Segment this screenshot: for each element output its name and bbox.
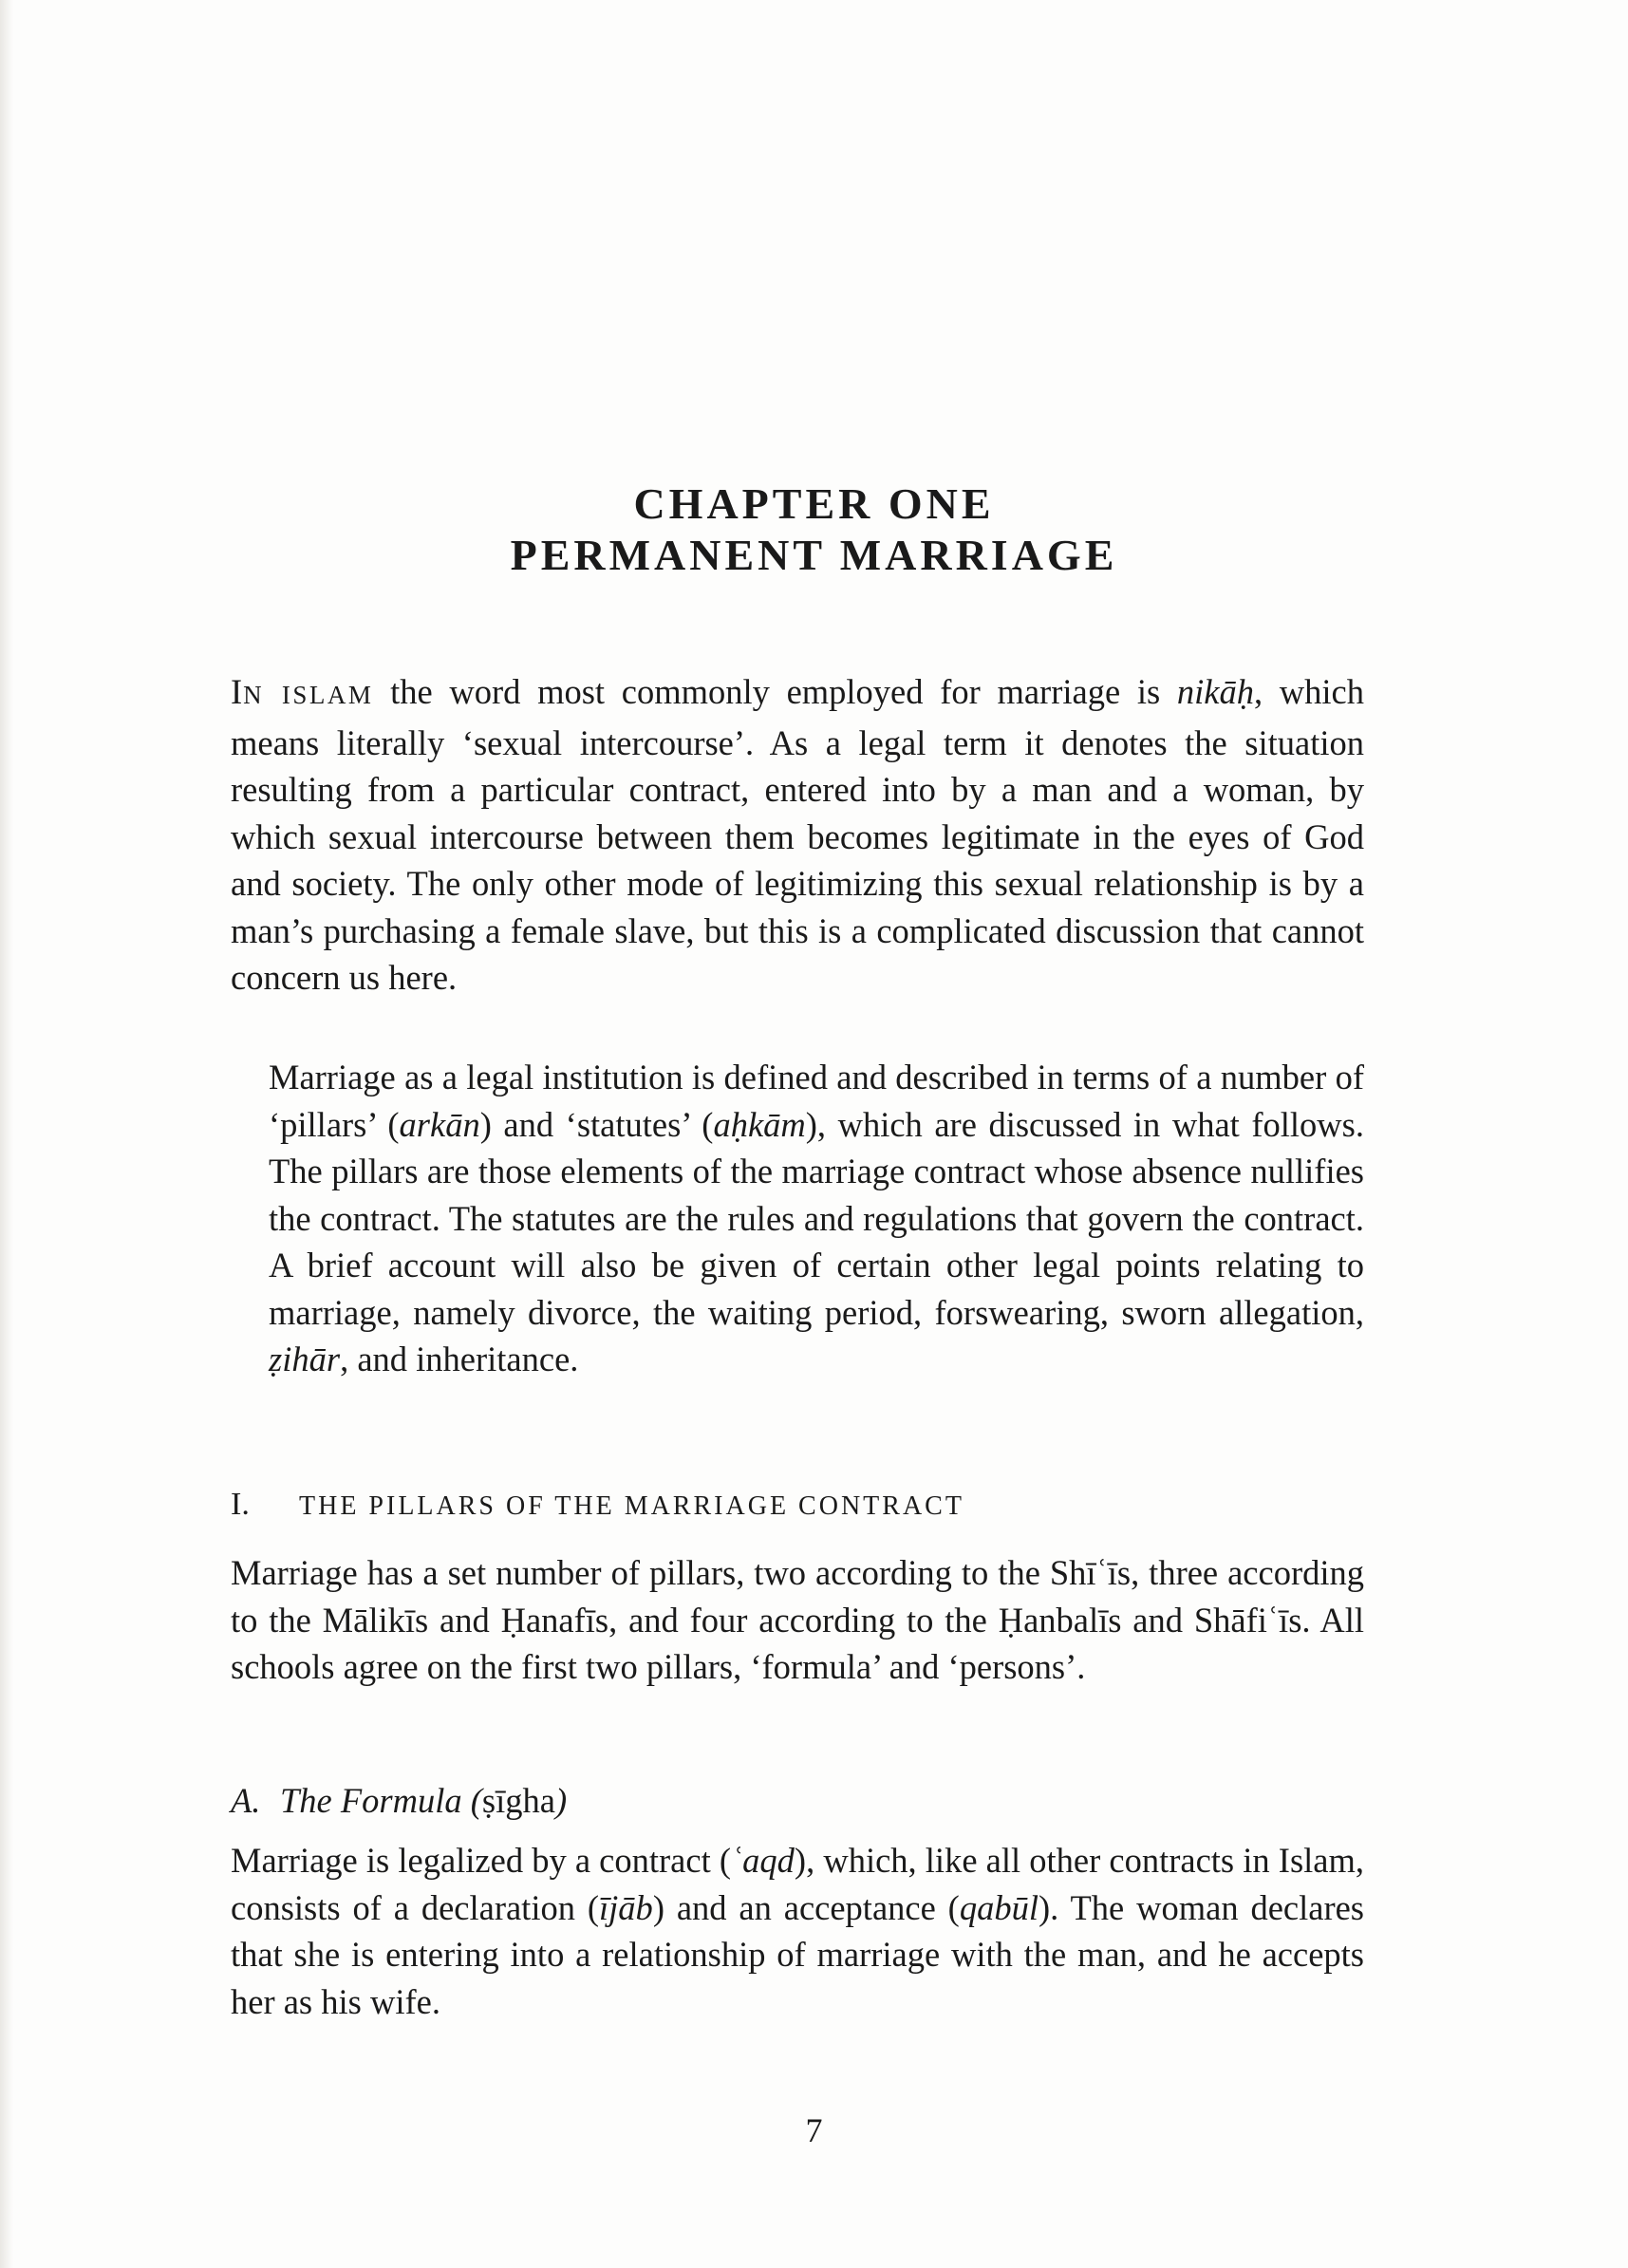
lead-initial: I	[231, 672, 244, 711]
p2-text-4: , and inheritance.	[340, 1340, 579, 1378]
section-number: I.	[231, 1487, 250, 1522]
intro-text-2: , which means literally ‘sexual intercourse’. As a legal term it denotes the situation resulting from a particular contract, entered into by a man and a woman, by which sexual intercourse between them becomes legitimate in the eyes of God and society. The only other mode of legitimizing this sexual relationship is by a man’s purchasing a female slave, but this is a complicated discussion that cannot concern us here.	[231, 672, 1365, 997]
subsection-letter: A.	[231, 1781, 261, 1820]
term-qabul: qabūl	[959, 1887, 1039, 1927]
chapter-title: PERMANENT MARRIAGE	[510, 531, 1118, 579]
term-sigha: ṣīgha	[481, 1781, 555, 1820]
term-ijab: ījāb	[599, 1887, 653, 1927]
p3-text: Marriage has a set number of pillars, two according to the Shīʿīs, three according to the Mālikīs and Ḥanafīs, and four according to the Ḥanbalīs and Shāfiʿīs. All schools agree on the first two pillars, ‘formula’ and ‘persons’.	[231, 1553, 1364, 1686]
term-aqd: ʿaqd	[731, 1841, 795, 1880]
intro-lead	[231, 672, 373, 711]
p4-text-3: ) and an acceptance (	[652, 1887, 960, 1927]
p2-text-2: ) and ‘statutes’ (	[479, 1104, 714, 1144]
term-arkan: arkān	[399, 1104, 480, 1144]
binding-shadow	[0, 0, 13, 2268]
lead-smallcaps-islam: ISLAM	[281, 681, 374, 709]
subsection-title: The Formula (	[280, 1781, 482, 1820]
chapter-number: CHAPTER ONE	[633, 479, 995, 528]
subsection-title-close: )	[554, 1781, 568, 1820]
term-nikah: nikāḥ	[1176, 672, 1254, 711]
paragraph-schools	[231, 1549, 1364, 1691]
p4-text-2: ), which, like all other contracts in Islam, consists of a declaration (	[231, 1841, 1365, 1927]
page-number: 7	[805, 2111, 823, 2149]
p4-text-4: ). The woman declares that she is entering into a relationship of marriage with the man, and he accepts her as his wife.	[231, 1887, 1365, 2021]
intro-text-1: the word most commonly employed for marriage is	[373, 672, 1177, 711]
p2-text-1: Marriage as a legal institution is defined and described in terms of a number of ‘pillars’ (	[269, 1058, 1364, 1144]
p2-text-3: ), which are discussed in what follows. The pillars are those elements of the marriage contract whose absence nullifies the contract. The statutes are the rules and regulations that govern the contract. A brief account will also be given of certain other legal points relating to marriage, namely divorce, the waiting period, forswearing, sworn allegation,	[269, 1104, 1364, 1332]
intro-paragraph	[231, 668, 1364, 1002]
term-ahkam: aḥkām	[713, 1104, 806, 1144]
p4-text-1: Marriage is legalized by a contract (	[231, 1841, 732, 1880]
paragraph-contract	[231, 1837, 1364, 2025]
lead-smallcaps-n: N	[243, 681, 265, 709]
paragraph-pillars-statutes	[231, 1054, 1364, 1383]
section-heading	[231, 1489, 964, 1521]
section-title: THE PILLARS OF THE MARRIAGE CONTRACT	[299, 1491, 964, 1521]
subsection-heading	[231, 1777, 567, 1825]
term-zihar: ẓihār	[269, 1340, 341, 1378]
